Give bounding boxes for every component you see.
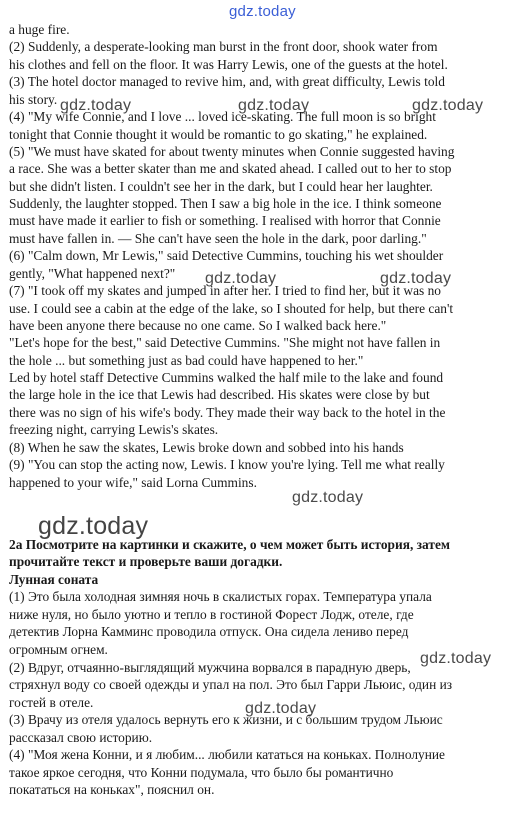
text-line: a huge fire. (9, 22, 70, 37)
text-line: use. I could see a cabin at the edge of the lake, so I shouted for help, but there can't (9, 301, 454, 316)
text-line: (2) Suddenly, a desperate-looking man burst in the front door, shook water from (9, 39, 438, 54)
text-line: (5) "We must have skated for about twenty minutes when Connie suggested having (9, 144, 455, 159)
watermark: gdz.today (238, 97, 310, 114)
text-line: his story. (9, 92, 58, 107)
text-line: the large hole in the ice that Lewis had described. His skates were close by but (9, 387, 430, 402)
text-line: (7) "I took off my skates and jumped in after her. I tried to find her, but it was no (9, 283, 441, 298)
text-line: have been anyone there because no one came. So I walked back here." (9, 318, 387, 333)
text-line: ниже нуля, но было уютно и тепло в гостиной Форест Лодж, отеле, где (9, 607, 414, 622)
watermark: gdz.today (205, 270, 277, 287)
watermark: gdz.today (412, 97, 484, 114)
watermark: gdz.today (38, 512, 149, 540)
text-line: (4) "Моя жена Конни, и я любим... любили кататься на коньках. Полнолуние (9, 747, 446, 762)
text-line: happened to your wife," said Lorna Cummins. (9, 475, 257, 490)
section-title: Лунная соната (9, 572, 99, 587)
watermark: gdz.today (292, 489, 364, 506)
text-line: but she didn't listen. I couldn't see her in the dark, but I could hear her laughter. (9, 179, 433, 194)
text-line: a race. She was a better skater than me and skated ahead. I called out to her to stop (9, 161, 452, 176)
text-line: there was no sign of his wife's body. They made their way back to the hotel in the (9, 405, 446, 420)
text-line: his clothes and fell on the floor. It was Harry Lewis, one of the guests at the hotel. (9, 57, 448, 72)
text-line: (3) Врачу из отеля удалось вернуть его к жизни, и с большим трудом Льюис (9, 712, 443, 727)
task-heading-line: 2a Посмотрите на картинки и скажите, о чем может быть история, затем (9, 537, 451, 552)
text-line: гостей в отеле. (9, 695, 94, 710)
text-line: gently, "What happened next?" (9, 266, 176, 281)
text-line: tonight that Connie thought it would be romantic to go skating," he explained. (9, 127, 428, 142)
text-line: (2) Вдруг, отчаянно-выглядящий мужчина ворвался в парадную дверь, (9, 660, 411, 675)
text-line: огромным огнем. (9, 642, 108, 657)
task-heading-line: прочитайте текст и проверьте ваши догадки. (9, 554, 283, 569)
text-line: рассказал свою историю. (9, 730, 153, 745)
watermark: gdz.today (420, 650, 492, 667)
text-line: must have fallen in. — She can't have seen the hole in the dark, poor darling." (9, 231, 427, 246)
watermark: gdz.today (60, 97, 132, 114)
text-line: Suddenly, the laughter stopped. Then I saw a big hole in the ice. I think someone (9, 196, 442, 211)
text-line: детектив Лорна Камминс проводила отпуск. Она сидела лениво перед (9, 624, 409, 639)
text-line: (9) "You can stop the acting now, Lewis. I know you're lying. Tell me what really (9, 457, 445, 472)
text-line: Led by hotel staff Detective Cummins walked the half mile to the lake and found (9, 370, 444, 385)
watermark: gdz.today (380, 270, 452, 287)
text-line: покататься на коньках", пояснил он. (9, 782, 215, 797)
text-line: (1) Это была холодная зимняя ночь в скалистых горах. Температура упала (9, 589, 432, 604)
text-line: the hole ... but something just as bad could have happened to her." (9, 353, 364, 368)
text-line: (6) "Calm down, Mr Lewis," said Detective Cummins, touching his wet shoulder (9, 248, 444, 263)
text-line: "Let's hope for the best," said Detective Cummins. "She might not have fallen in (9, 335, 441, 350)
text-line: freezing night, carrying Lewis's skates. (9, 422, 219, 437)
text-line: (8) When he saw the skates, Lewis broke down and sobbed into his hands (9, 440, 404, 455)
watermark: gdz.today (229, 3, 296, 20)
text-line: (4) "My wife Connie, and I love ... loved ice-skating. The full moon is so bright (9, 109, 436, 124)
text-line: стряхнул воду со своей одежды и упал на пол. Это был Гарри Льюис, один из (9, 677, 453, 692)
text-line: такое яркое сегодня, что Конни подумала, что было бы романтично (9, 765, 394, 780)
text-line: must have made it earlier to fish or something. I realised with horror that Connie (9, 213, 441, 228)
watermark: gdz.today (245, 700, 317, 717)
text-line: (3) The hotel doctor managed to revive him, and, with great difficulty, Lewis told (9, 74, 445, 89)
